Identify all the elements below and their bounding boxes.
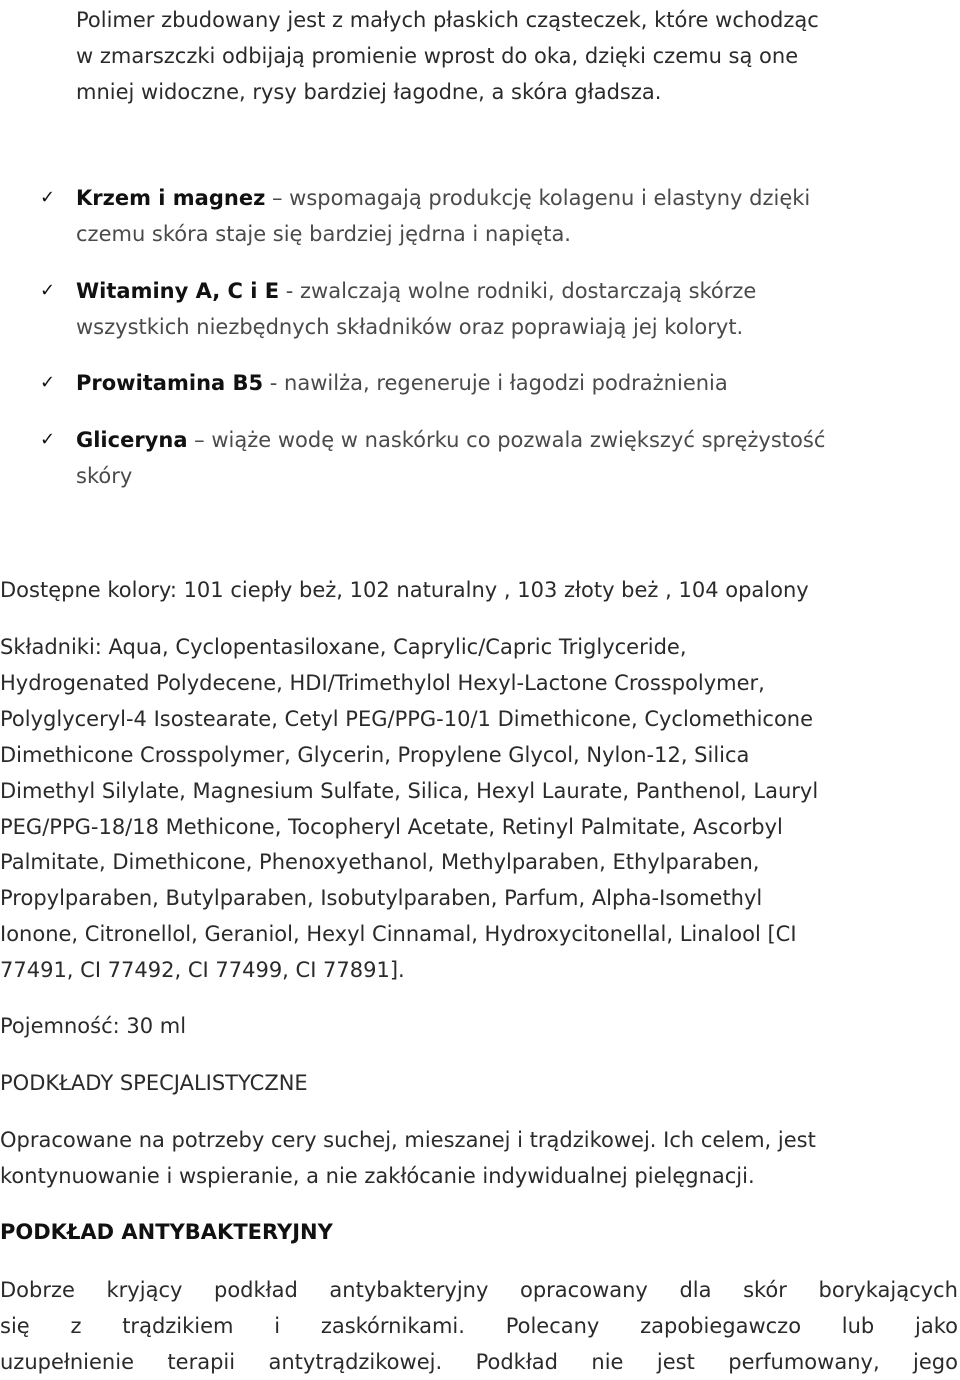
word: Polecany [505, 1314, 600, 1338]
word: uzupełnienie [0, 1350, 134, 1374]
product-heading: PODKŁAD ANTYBAKTERYJNY [0, 1220, 333, 1244]
word: Dobrze [0, 1278, 75, 1302]
ingredients-line: 77491, CI 77492, CI 77499, CI 77891]. [0, 958, 405, 983]
ingredients-line: Składniki: Aqua, Cyclopentasiloxane, Caprylic/Capric Triglyceride, [0, 635, 687, 659]
feature-title: Gliceryna [76, 428, 188, 452]
feature-text [76, 365, 946, 401]
feature-desc: - nawilża, regeneruje i łagodzi podrażnienia [263, 371, 728, 395]
word: lub [841, 1314, 875, 1338]
word: się [0, 1314, 30, 1338]
word: terapii [167, 1350, 236, 1374]
word: skór [743, 1278, 787, 1302]
feature-text [76, 422, 946, 494]
section-description-line: kontynuowanie i wspieranie, a nie zakłócanie indywidualnej pielęgnacji. [0, 1164, 755, 1188]
intro-line: w zmarszczki odbijają promienie wprost do oka, dzięki czemu są one [76, 44, 799, 68]
word: jako [915, 1314, 958, 1338]
feature-desc: skóry [76, 464, 133, 488]
checkmark-icon: ✓ [40, 187, 56, 208]
checkmark-icon: ✓ [40, 372, 56, 393]
word: zapobiegawczo [640, 1314, 802, 1338]
word: z [70, 1314, 82, 1338]
section-description-line: Opracowane na potrzeby cery suchej, mieszanej i trądzikowej. Ich celem, jest [0, 1128, 816, 1152]
ingredients-line: PEG/PPG-18/18 Methicone, Tocopheryl Acetate, Retinyl Palmitate, Ascorbyl [0, 814, 783, 839]
feature-text [76, 180, 946, 252]
word: kryjący [106, 1278, 183, 1302]
feature-desc: – wspomagają produkcję kolagenu i elastyny dzięki [265, 186, 811, 210]
ingredients-line: Ionone, Citronellol, Geraniol, Hexyl Cinnamal, Hydroxycitonellal, Linalool [CI [0, 922, 797, 947]
word: borykających [818, 1278, 958, 1302]
ingredients-line: Dimethyl Silylate, Magnesium Sulfate, Silica, Hexyl Laurate, Panthenol, Lauryl [0, 778, 819, 803]
checkmark-icon: ✓ [40, 429, 56, 450]
word: antybakteryjny [329, 1278, 489, 1302]
word: perfumowany, [728, 1350, 880, 1374]
feature-desc: czemu skóra staje się bardziej jędrna i napięta. [76, 222, 571, 246]
product-description [0, 1272, 960, 1380]
feature-desc: – wiąże wodę w naskórku co pozwala zwiększyć sprężystość [187, 428, 826, 452]
ingredients-line: Hydrogenated Polydecene, HDI/Trimethylol Hexyl-Lactone Crosspolymer, [0, 670, 765, 695]
product-description-line [0, 1344, 958, 1380]
section-title: PODKŁADY SPECJALISTYCZNE [0, 1071, 308, 1095]
word: nie [591, 1350, 624, 1374]
word: Podkład [475, 1350, 558, 1374]
capacity: Pojemność: 30 ml [0, 1014, 187, 1038]
product-description-line [0, 1308, 958, 1344]
checkmark-icon: ✓ [40, 280, 56, 301]
word: antytrądzikowej. [268, 1350, 443, 1374]
feature-desc: wszystkich niezbędnych składników oraz poprawiają jej koloryt. [76, 315, 744, 339]
section-description [0, 1122, 960, 1194]
feature-title: Prowitamina B5 [76, 371, 264, 395]
product-description-line [0, 1272, 958, 1308]
intro-paragraph [76, 2, 946, 110]
word: zaskórnikami. [320, 1314, 465, 1338]
feature-desc: - zwalczają wolne rodniki, dostarczają skórze [279, 279, 757, 303]
word: trądzikiem [122, 1314, 234, 1338]
ingredients-line: Dimethicone Crosspolymer, Glycerin, Propylene Glycol, Nylon-12, Silica [0, 742, 750, 767]
ingredients-line: Polyglyceryl-4 Isostearate, Cetyl PEG/PPG-10/1 Dimethicone, Cyclomethicone [0, 706, 814, 731]
word: jest [656, 1350, 695, 1374]
feature-text [76, 273, 946, 345]
feature-title: Krzem i magnez [76, 186, 266, 210]
ingredients-line: Palmitate, Dimethicone, Phenoxyethanol, Methylparaben, Ethylparaben, [0, 850, 760, 875]
feature-title: Witaminy A, C i E [76, 279, 280, 303]
intro-line: Polimer zbudowany jest z małych płaskich cząsteczek, które wchodząc [76, 8, 819, 32]
word: jego [913, 1350, 958, 1374]
intro-line: mniej widoczne, rysy bardziej łagodne, a skóra gładsza. [76, 80, 662, 104]
word: podkład [214, 1278, 298, 1302]
word: i [274, 1314, 281, 1338]
available-colors: Dostępne kolory: 101 ciepły beż, 102 naturalny , 103 złoty beż , 104 opalony [0, 578, 809, 602]
word: opracowany [520, 1278, 648, 1302]
ingredients-list [0, 630, 960, 989]
word: dla [679, 1278, 712, 1302]
ingredients-line: Propylparaben, Butylparaben, Isobutylparaben, Parfum, Alpha-Isomethyl [0, 886, 763, 911]
